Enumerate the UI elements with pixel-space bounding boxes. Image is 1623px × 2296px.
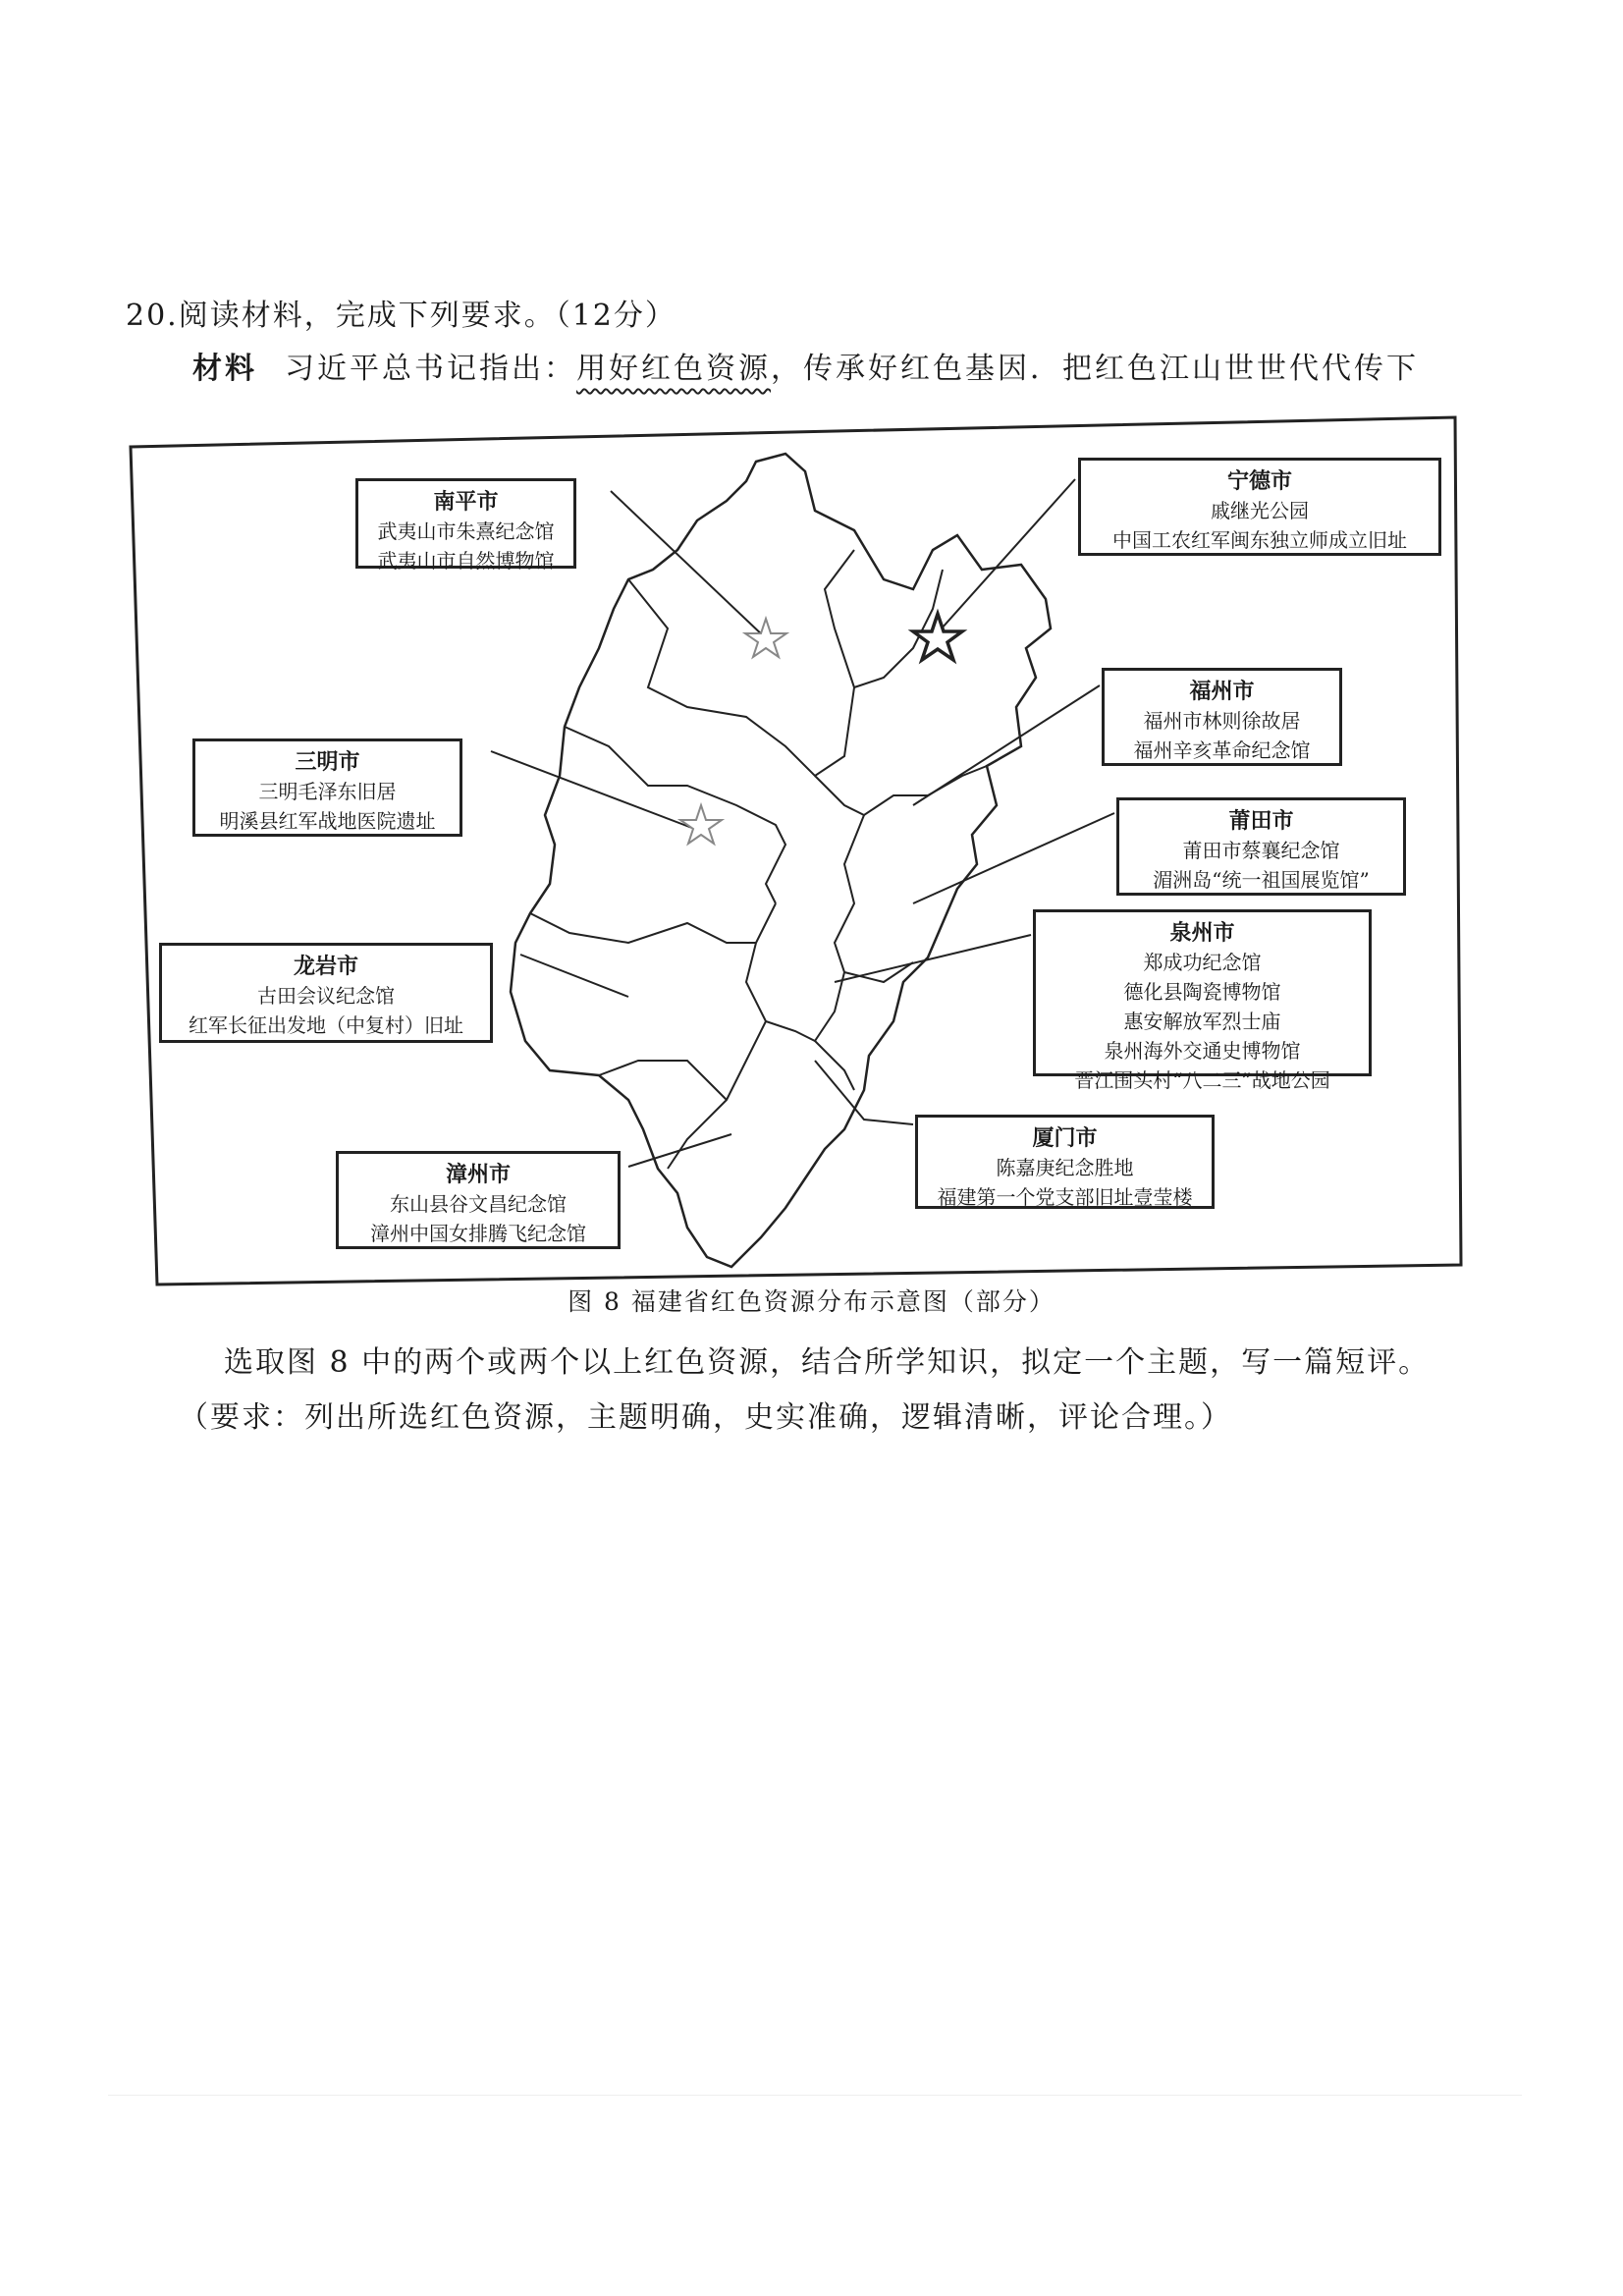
task-requirements: （要求：列出所选红色资源，主题明确，史实准确，逻辑清晰，评论合理。）	[179, 1400, 1232, 1435]
material-label: 材料	[192, 352, 257, 386]
star-icon	[913, 614, 962, 660]
figure-caption: 图 8 福建省红色资源分布示意图（部分）	[568, 1287, 1055, 1316]
city-box-xiamen: 厦门市 陈嘉庚纪念胜地 福建第一个党支部旧址壹莹楼	[915, 1115, 1215, 1209]
question-title: 20.阅读材料，完成下列要求。（12分）	[126, 299, 676, 333]
material-text-after: ，传承好红色基因．把红色江山世世代代传下	[771, 352, 1419, 386]
star-icon	[680, 805, 722, 844]
page-divider	[108, 2095, 1522, 2096]
city-box-zhangzhou: 漳州市 东山县谷文昌纪念馆 漳州中国女排腾飞纪念馆	[336, 1151, 621, 1249]
city-box-sanming: 三明市 三明毛泽东旧居 明溪县红军战地医院遗址	[192, 738, 462, 837]
question-text: 阅读材料，完成下列要求。（12分）	[178, 299, 676, 333]
city-box-putian: 莆田市 莆田市蔡襄纪念馆 湄洲岛“统一祖国展览馆”	[1116, 797, 1406, 896]
city-box-quanzhou: 泉州市 郑成功纪念馆 德化县陶瓷博物馆 惠安解放军烈士庙 泉州海外交通史博物馆 晋江围头村“八二三”战地公园	[1033, 909, 1372, 1076]
city-box-fuzhou: 福州市 福州市林则徐故居 福州辛亥革命纪念馆	[1102, 668, 1342, 766]
city-box-ningde: 宁德市 戚继光公园 中国工农红军闽东独立师成立旧址	[1078, 458, 1441, 556]
city-box-longyan: 龙岩市 古田会议纪念馆 红军长征出发地（中复村）旧址	[159, 943, 493, 1043]
city-box-nanping: 南平市 武夷山市朱熹纪念馆 武夷山市自然博物馆	[355, 478, 576, 569]
material-underlined-phrase: 用好红色资源	[576, 352, 771, 386]
leader-lines	[491, 479, 1114, 1167]
material-text-before: 习近平总书记指出：	[285, 352, 576, 386]
task-instruction: 选取图 8 中的两个或两个以上红色资源，结合所学知识，拟定一个主题，写一篇短评。	[224, 1345, 1431, 1380]
